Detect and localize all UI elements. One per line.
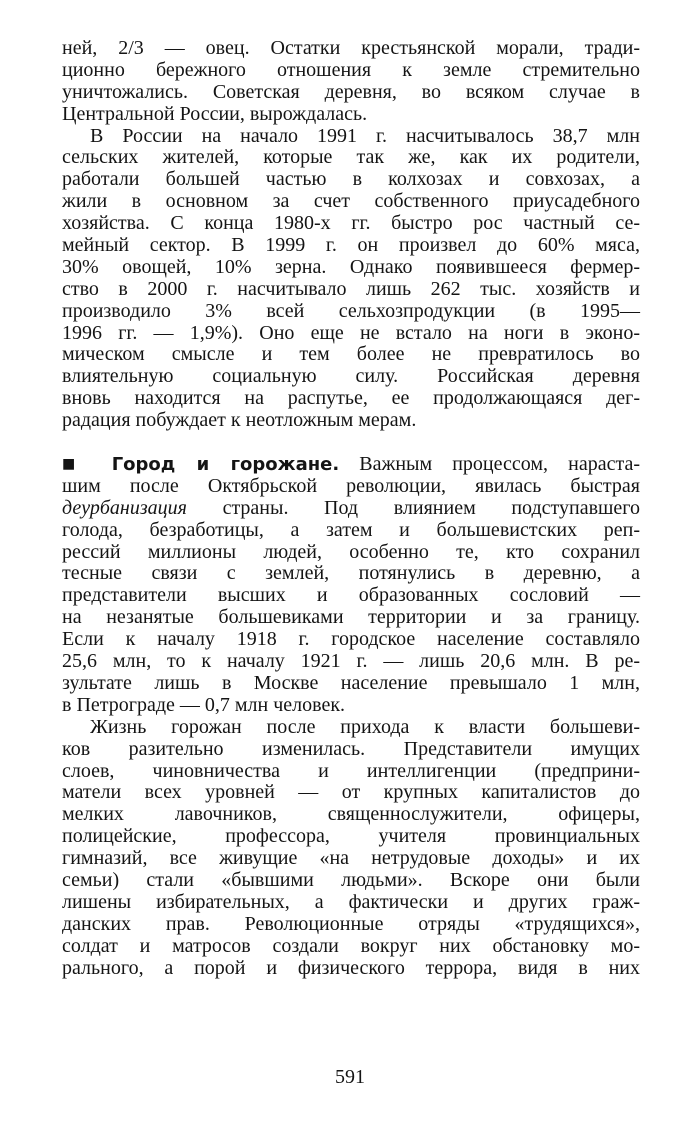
- text-line: радация побуждает к неотложным мерам.: [62, 409, 417, 432]
- text-line: жили в основном за счет собственного приусадебного: [62, 190, 640, 213]
- emphasized-term: деурбанизация: [62, 496, 187, 519]
- text-line: тесные связи с землей, потянулись в деревню, а: [62, 562, 640, 585]
- text-line: данских прав. Революционные отряды «трудящихся»,: [62, 912, 640, 935]
- text-line: матели всех уровней — от крупных капиталистов до: [62, 781, 640, 804]
- square-bullet-icon: ■: [62, 456, 91, 473]
- text-line: в Петрограде — 0,7 млн человек.: [62, 693, 346, 716]
- text-line: [62, 498, 640, 520]
- text-line: Центральной России, вырождалась.: [62, 102, 368, 125]
- section-gap: [62, 432, 640, 454]
- paragraph: [62, 38, 640, 126]
- text-line: зультате лишь в Москве население превышало 1 млн,: [62, 671, 640, 694]
- text-line: лишены избирательных, а фактически и других граж-: [62, 890, 640, 913]
- text-line: представители высших и образованных сословий —: [62, 584, 640, 607]
- text-line: ционно бережного отношения к земле стремительно: [62, 58, 640, 81]
- text-line: 30% овощей, 10% зерна. Однако появившееся фермер-: [62, 255, 640, 278]
- text-fragment: Важным процессом, нараста-: [359, 453, 640, 476]
- text-line: солдат и матросов создали вокруг них обстановку мо-: [62, 934, 640, 957]
- text-line: голода, безработицы, а затем и большевистских реп-: [62, 518, 640, 541]
- section-heading-label: Город и горожане.: [111, 454, 340, 476]
- text-line: рального, а порой и физического террора, видя в них: [62, 956, 640, 979]
- paragraph: [62, 454, 640, 717]
- text-line: мейный сектор. В 1999 г. он произвел до 60% мяса,: [62, 234, 640, 257]
- text-line: хозяйства. С конца 1980-х гг. быстро рос частный се-: [62, 212, 640, 235]
- text-line: 25,6 млн, то к началу 1921 г. — лишь 20,6 млн. В ре-: [62, 650, 640, 673]
- text-line: Жизнь горожан после прихода к власти большеви-: [90, 715, 640, 738]
- text-line: семьи) стали «бывшими людьми». Вскоре они были: [62, 868, 640, 891]
- text-line: [62, 454, 640, 476]
- text-line: сельских жителей, которые так же, как их родители,: [62, 146, 640, 169]
- text-line: шим после Октябрьской революции, явилась быстрая: [62, 474, 640, 497]
- text-fragment: страны. Под влиянием подступавшего: [222, 496, 640, 519]
- text-line: ство в 2000 г. насчитывало лишь 262 тыс. хозяйств и: [62, 277, 640, 300]
- text-line: рессий миллионы людей, особенно те, кто сохранил: [62, 540, 640, 563]
- text-line: мелких лавочников, священнослужители, офицеры,: [62, 803, 640, 826]
- text-line: слоев, чиновничества и интеллигенции (предприни-: [62, 759, 640, 782]
- text-line: 1996 гг. — 1,9%). Оно еще не встало на ноги в эконо-: [62, 321, 640, 344]
- text-line: влиятельную социальную силу. Российская деревня: [62, 365, 640, 388]
- body-text: [62, 38, 640, 979]
- page-number: 591: [335, 1066, 365, 1088]
- text-line: работали большей частью в колхозах и совхозах, а: [62, 168, 640, 191]
- paragraph: [62, 126, 640, 432]
- text-line: на незанятые большевиками территории и за границу.: [62, 606, 640, 629]
- text-line: производило 3% всей сельхозпродукции (в 1995—: [62, 299, 640, 322]
- text-line: ков разительно изменилась. Представители имущих: [62, 737, 640, 760]
- text-line: уничтожались. Советская деревня, во всяком случае в: [62, 80, 640, 103]
- text-line: Если к началу 1918 г. городское население составляло: [62, 628, 640, 651]
- text-line: В России на начало 1991 г. насчитывалось 38,7 млн: [90, 124, 640, 147]
- text-line: мическом смысле и тем более не превратилось во: [62, 343, 640, 366]
- text-line: гимназий, все живущие «на нетрудовые доходы» и их: [62, 847, 640, 870]
- text-line: вновь находится на распутье, ее продолжающаяся дег-: [62, 387, 640, 410]
- text-line: ней, 2/3 — овец. Остатки крестьянской морали, тради-: [62, 37, 640, 59]
- paragraph: [62, 717, 640, 980]
- section-heading: [62, 454, 339, 475]
- text-line: полицейские, профессора, учителя провинциальных: [62, 825, 640, 848]
